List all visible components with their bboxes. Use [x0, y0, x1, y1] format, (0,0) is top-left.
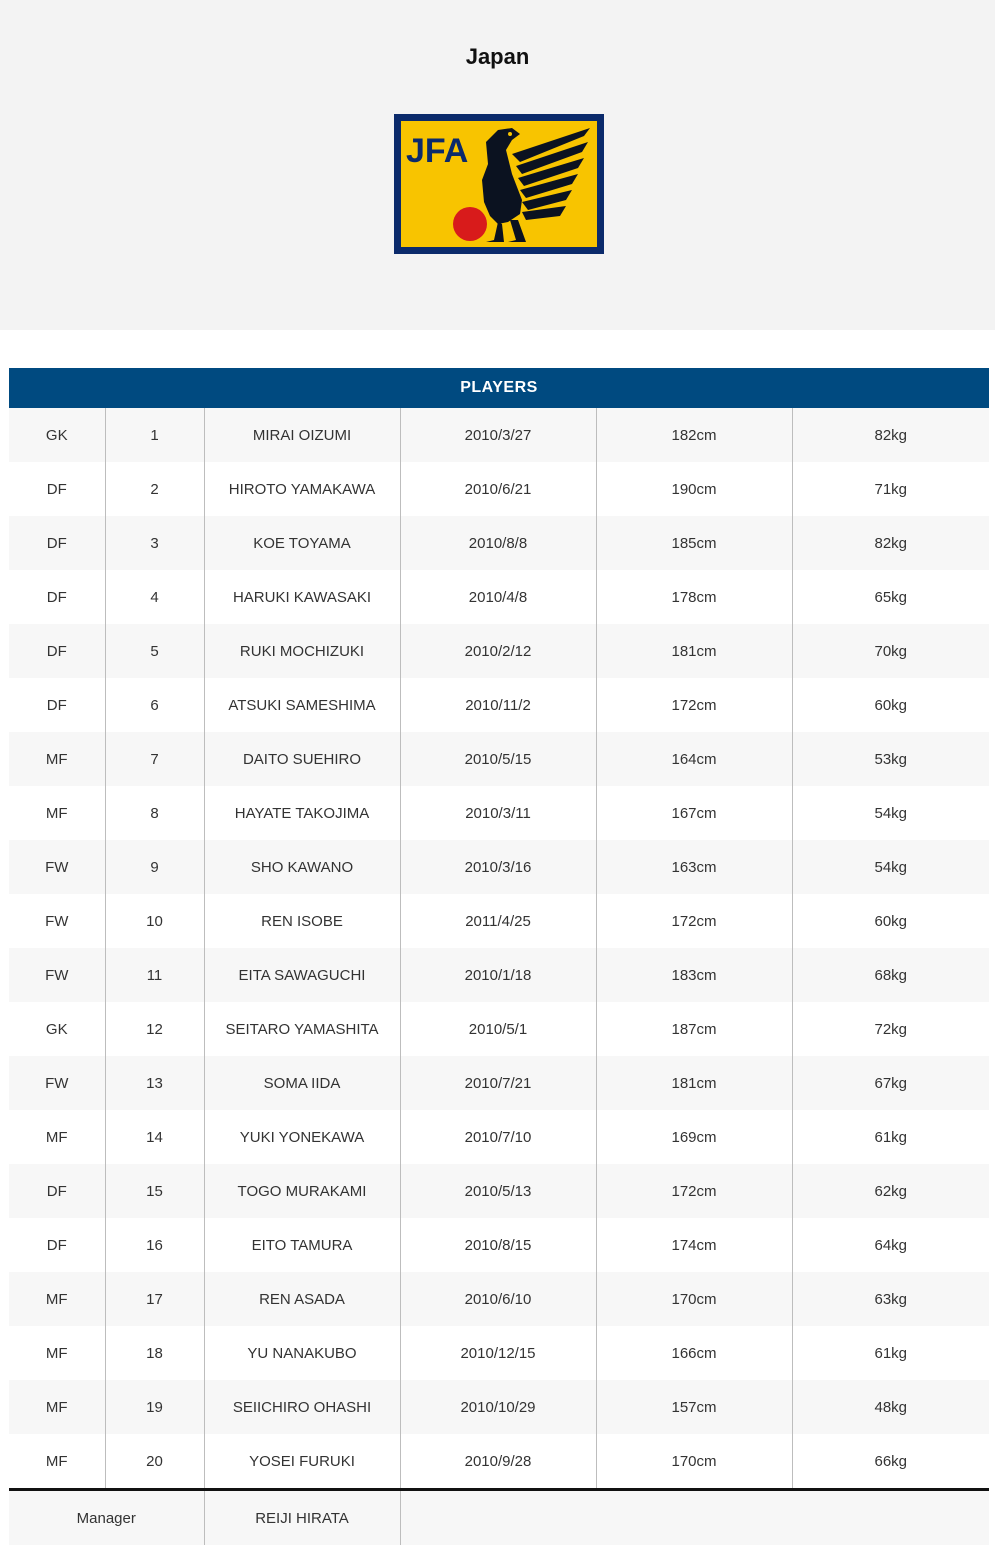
player-height: 167cm	[596, 786, 792, 840]
player-height: 172cm	[596, 678, 792, 732]
player-weight: 65kg	[792, 570, 989, 624]
player-height: 178cm	[596, 570, 792, 624]
player-height: 170cm	[596, 1434, 792, 1488]
player-weight: 48kg	[792, 1380, 989, 1434]
player-number: 3	[105, 516, 204, 570]
player-number: 10	[105, 894, 204, 948]
player-birthdate: 2010/9/28	[400, 1434, 596, 1488]
player-weight: 63kg	[792, 1272, 989, 1326]
table-row	[9, 1326, 989, 1380]
player-height: 172cm	[596, 894, 792, 948]
player-birthdate: 2010/8/8	[400, 516, 596, 570]
player-position: GK	[9, 1002, 105, 1056]
player-position: DF	[9, 516, 105, 570]
table-row	[9, 786, 989, 840]
table-row	[9, 1434, 989, 1488]
players-table	[9, 368, 989, 1545]
player-name: YOSEI FURUKI	[204, 1434, 400, 1488]
player-name: HIROTO YAMAKAWA	[204, 462, 400, 516]
table-row	[9, 1218, 989, 1272]
table-row	[9, 462, 989, 516]
player-birthdate: 2010/3/27	[400, 408, 596, 462]
player-number: 5	[105, 624, 204, 678]
table-row	[9, 678, 989, 732]
table-row	[9, 1380, 989, 1434]
player-name: HAYATE TAKOJIMA	[204, 786, 400, 840]
player-weight: 53kg	[792, 732, 989, 786]
table-row	[9, 840, 989, 894]
player-name: KOE TOYAMA	[204, 516, 400, 570]
player-birthdate: 2010/5/15	[400, 732, 596, 786]
player-height: 172cm	[596, 1164, 792, 1218]
player-position: MF	[9, 732, 105, 786]
player-height: 164cm	[596, 732, 792, 786]
player-number: 16	[105, 1218, 204, 1272]
player-position: DF	[9, 1164, 105, 1218]
table-row	[9, 516, 989, 570]
player-height: 166cm	[596, 1326, 792, 1380]
player-number: 17	[105, 1272, 204, 1326]
player-position: MF	[9, 1272, 105, 1326]
table-row	[9, 894, 989, 948]
player-name: HARUKI KAWASAKI	[204, 570, 400, 624]
table-row	[9, 1272, 989, 1326]
player-name: DAITO SUEHIRO	[204, 732, 400, 786]
player-position: MF	[9, 1326, 105, 1380]
table-row	[9, 570, 989, 624]
player-weight: 82kg	[792, 408, 989, 462]
player-position: DF	[9, 678, 105, 732]
table-row	[9, 1110, 989, 1164]
team-name: Japan	[465, 44, 530, 69]
players-grid	[9, 408, 989, 1488]
player-weight: 61kg	[792, 1110, 989, 1164]
player-height: 169cm	[596, 1110, 792, 1164]
player-name: TOGO MURAKAMI	[204, 1164, 400, 1218]
player-name: SEITARO YAMASHITA	[204, 1002, 400, 1056]
player-position: MF	[9, 1380, 105, 1434]
player-weight: 54kg	[792, 786, 989, 840]
player-number: 14	[105, 1110, 204, 1164]
player-number: 7	[105, 732, 204, 786]
player-birthdate: 2010/6/21	[400, 462, 596, 516]
player-birthdate: 2010/1/18	[400, 948, 596, 1002]
player-number: 19	[105, 1380, 204, 1434]
player-position: MF	[9, 1434, 105, 1488]
manager-name: REIJI HIRATA	[204, 1490, 400, 1546]
player-name: EITA SAWAGUCHI	[204, 948, 400, 1002]
player-birthdate: 2010/3/16	[400, 840, 596, 894]
player-name: ATSUKI SAMESHIMA	[204, 678, 400, 732]
player-height: 163cm	[596, 840, 792, 894]
player-weight: 82kg	[792, 516, 989, 570]
player-position: FW	[9, 948, 105, 1002]
player-height: 170cm	[596, 1272, 792, 1326]
player-height: 181cm	[596, 1056, 792, 1110]
player-name: REN ASADA	[204, 1272, 400, 1326]
table-row	[9, 948, 989, 1002]
player-height: 174cm	[596, 1218, 792, 1272]
player-number: 6	[105, 678, 204, 732]
player-number: 8	[105, 786, 204, 840]
player-position: GK	[9, 408, 105, 462]
player-position: FW	[9, 1056, 105, 1110]
player-name: YU NANAKUBO	[204, 1326, 400, 1380]
player-position: MF	[9, 786, 105, 840]
player-height: 187cm	[596, 1002, 792, 1056]
player-height: 157cm	[596, 1380, 792, 1434]
player-number: 15	[105, 1164, 204, 1218]
player-position: DF	[9, 462, 105, 516]
player-weight: 67kg	[792, 1056, 989, 1110]
player-birthdate: 2011/4/25	[400, 894, 596, 948]
player-birthdate: 2010/3/11	[400, 786, 596, 840]
jfa-crest-icon	[394, 114, 604, 254]
player-weight: 72kg	[792, 1002, 989, 1056]
player-number: 20	[105, 1434, 204, 1488]
player-birthdate: 2010/4/8	[400, 570, 596, 624]
player-height: 190cm	[596, 462, 792, 516]
player-position: DF	[9, 570, 105, 624]
table-row	[9, 732, 989, 786]
player-weight: 54kg	[792, 840, 989, 894]
player-height: 181cm	[596, 624, 792, 678]
player-number: 1	[105, 408, 204, 462]
player-name: REN ISOBE	[204, 894, 400, 948]
player-birthdate: 2010/10/29	[400, 1380, 596, 1434]
manager-row	[9, 1488, 989, 1545]
manager-label: Manager	[9, 1490, 204, 1546]
table-row	[9, 408, 989, 462]
team-header	[0, 0, 995, 330]
player-number: 13	[105, 1056, 204, 1110]
player-weight: 68kg	[792, 948, 989, 1002]
player-weight: 71kg	[792, 462, 989, 516]
player-position: DF	[9, 624, 105, 678]
player-height: 185cm	[596, 516, 792, 570]
crest-lettering: JFA	[406, 132, 469, 170]
player-name: SEIICHIRO OHASHI	[204, 1380, 400, 1434]
player-name: YUKI YONEKAWA	[204, 1110, 400, 1164]
player-number: 12	[105, 1002, 204, 1056]
manager-empty-cell	[400, 1490, 989, 1546]
table-row	[9, 1164, 989, 1218]
table-row	[9, 1056, 989, 1110]
player-height: 183cm	[596, 948, 792, 1002]
player-number: 18	[105, 1326, 204, 1380]
player-position: MF	[9, 1110, 105, 1164]
player-birthdate: 2010/5/13	[400, 1164, 596, 1218]
player-birthdate: 2010/7/10	[400, 1110, 596, 1164]
table-row	[9, 1002, 989, 1056]
player-number: 9	[105, 840, 204, 894]
player-weight: 62kg	[792, 1164, 989, 1218]
player-weight: 60kg	[792, 894, 989, 948]
player-number: 11	[105, 948, 204, 1002]
player-number: 4	[105, 570, 204, 624]
player-weight: 61kg	[792, 1326, 989, 1380]
player-name: EITO TAMURA	[204, 1218, 400, 1272]
player-birthdate: 2010/2/12	[400, 624, 596, 678]
player-height: 182cm	[596, 408, 792, 462]
player-number: 2	[105, 462, 204, 516]
player-weight: 64kg	[792, 1218, 989, 1272]
player-birthdate: 2010/7/21	[400, 1056, 596, 1110]
player-position: FW	[9, 894, 105, 948]
player-weight: 70kg	[792, 624, 989, 678]
player-birthdate: 2010/12/15	[400, 1326, 596, 1380]
player-weight: 60kg	[792, 678, 989, 732]
player-name: RUKI MOCHIZUKI	[204, 624, 400, 678]
player-name: SHO KAWANO	[204, 840, 400, 894]
player-birthdate: 2010/5/1	[400, 1002, 596, 1056]
player-birthdate: 2010/11/2	[400, 678, 596, 732]
player-position: FW	[9, 840, 105, 894]
player-birthdate: 2010/8/15	[400, 1218, 596, 1272]
player-position: DF	[9, 1218, 105, 1272]
player-weight: 66kg	[792, 1434, 989, 1488]
player-birthdate: 2010/6/10	[400, 1272, 596, 1326]
players-table-title: PLAYERS	[9, 368, 989, 408]
player-name: SOMA IIDA	[204, 1056, 400, 1110]
player-name: MIRAI OIZUMI	[204, 408, 400, 462]
table-row	[9, 624, 989, 678]
